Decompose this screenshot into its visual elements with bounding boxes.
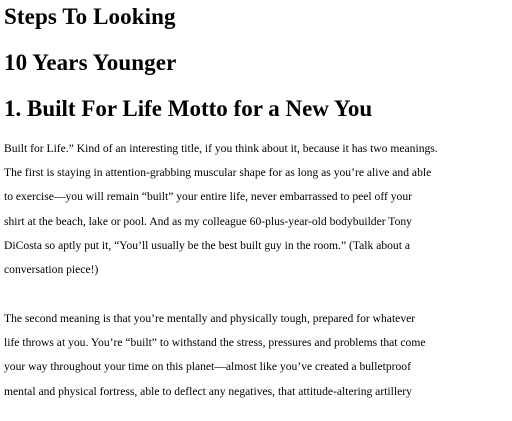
page-title-line-1: Steps To Looking [4,4,176,29]
paragraph-2 [4,307,510,404]
text-line: mental and physical fortress, able to deflect any negatives, that attitude-altering artillery [4,384,412,398]
text-line: your way throughout your time on this planet—almost like you’ve created a bulletproof [4,360,411,374]
paragraph-1 [4,137,510,282]
text-line: shirt at the beach, lake or pool. And as my colleague 60-plus-year-old bodybuilder Tony [4,214,412,228]
text-line: to exercise—you will remain “built” your entire life, never embarrassed to peel off your [4,190,412,204]
text-line: Built for Life.” Kind of an interesting title, if you think about it, because it has two meanings. [4,142,438,155]
text-line: The second meaning is that you’re mentally and physically tough, prepared for whatever [4,312,416,325]
section-heading: 1. Built For Life Motto for a New You [4,96,373,121]
page-title-line-2: 10 Years Younger [4,50,177,75]
text-line: DiCosta so aptly put it, “You’ll usually be the best built guy in the room.” (Talk about a [4,238,410,252]
text-line: life throws at you. You’re “built” to withstand the stress, pressures and problems that come [4,336,426,350]
text-line: The first is staying in attention-grabbing muscular shape for as long as you’re alive and able [4,166,432,180]
text-line: conversation piece!) [4,262,99,276]
